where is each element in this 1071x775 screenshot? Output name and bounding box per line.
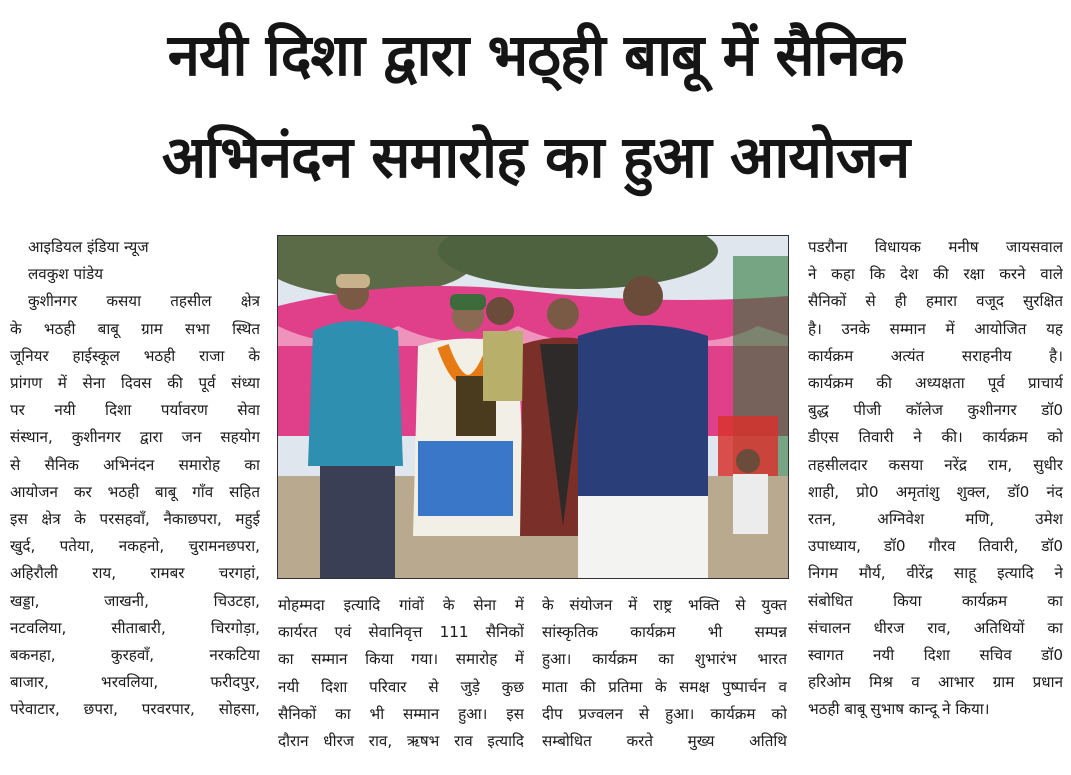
article-line: खुर्द, पतेया, नकहनो, चुरामनछपरा,: [10, 537, 260, 556]
article-line: भठही बाबू सुभाष कान्दू ने किया।: [808, 700, 990, 719]
article-line: ने कहा कि देश की रक्षा करने वाले: [808, 265, 1063, 284]
article-line: खड्डा, जाखनी, चिउटहा,: [10, 591, 260, 610]
byline-reporter: लवकुश पांडेय: [28, 265, 104, 284]
article-line: सम्बोधित करते मुख्य अतिथि: [542, 732, 787, 751]
article-line: रतन, अग्निवेश मणि, उमेश: [808, 510, 1063, 529]
article-line: आयोजन कर भठही बाबू गाँव सहित: [10, 482, 260, 501]
article-line: सैनिकों से ही हमारा वजूद सुरक्षित: [808, 292, 1063, 311]
article-line: संबोधित किया कार्यक्रम का: [808, 591, 1063, 610]
article-line: इस क्षेत्र के परसहवाँ, नैकाछपरा, महुई: [10, 510, 260, 529]
article-line: का सम्मान किया गया। समारोह में: [278, 650, 524, 669]
article-line: कार्यक्रम की अध्यक्षता पूर्व प्राचार्य: [808, 374, 1063, 393]
article-line: बकनहा, कुरहवाँ, नरकटिया: [10, 646, 260, 665]
byline-agency: आइडियल इंडिया न्यूज: [28, 238, 149, 256]
article-line: दीप प्रज्वलन से हुआ। कार्यक्रम को: [542, 704, 787, 723]
article-line: माता की प्रतिमा के समक्ष पुष्पार्चन व: [542, 677, 787, 696]
article-line: तहसीलदार कसया नरेंद्र राम, सुधीर: [808, 455, 1063, 474]
article-column-4: [808, 234, 1063, 724]
article-line: हुआ। कार्यक्रम का शुभारंभ भारत: [542, 650, 787, 669]
article-line: मोहम्मदा इत्यादि गांवों के सेना में: [278, 596, 524, 614]
article-line: संस्थान, कुशीनगर द्वारा जन सहयोग: [10, 428, 260, 447]
article-line: हरिओम मिश्र व आभार ग्राम प्रधान: [808, 673, 1063, 692]
article-line: नटवलिया, सीताबारी, चिरगोड़ा,: [10, 618, 260, 637]
article-line: डीएस तिवारी ने की। कार्यक्रम को: [808, 428, 1063, 447]
article-line: निगम मौर्य, वीरेंद्र साहू इत्यादि ने: [808, 564, 1063, 583]
article-column-1: [10, 234, 260, 724]
article-line: शाही, प्रो0 अमृतांशु शुक्ल, डॉ0 नंद: [808, 482, 1063, 501]
event-photo: [277, 235, 789, 579]
column-1-body: [10, 288, 260, 723]
article-line: कार्यरत एवं सेवानिवृत्त 111 सैनिकों: [278, 623, 524, 642]
column-3-body: [542, 592, 787, 755]
article-line: कार्यक्रम अत्यंत सराहनीय है।: [808, 346, 1063, 365]
article-line: है। उनके सम्मान में आयोजित यह: [808, 319, 1063, 338]
event-photo-illustration: [278, 236, 788, 578]
article-column-2: [278, 592, 524, 755]
article-line: से सैनिक अभिनंदन समारोह का: [10, 455, 260, 474]
article-line: उपाध्याय, डॉ0 गौरव तिवारी, डॉ0: [808, 537, 1063, 556]
column-4-body: [808, 234, 1063, 724]
article-line: दौरान धीरज राव, ऋषभ राव इत्यादि: [278, 732, 524, 751]
article-line: कुशीनगर कसया तहसील क्षेत्र: [28, 292, 260, 311]
article-line: सैनिकों का भी सम्मान हुआ। इस: [278, 704, 524, 723]
article-line: नयी दिशा परिवार से जुड़े कुछ: [278, 677, 524, 696]
headline-line-1: नयी दिशा द्वारा भठ्ही बाबू में सैनिक: [167, 21, 904, 89]
article-line: पर नयी दिशा पर्यावरण सेवा: [10, 401, 260, 420]
article-column-3: [542, 592, 787, 755]
article-line: संचालन धीरज राव, अतिथियों का: [808, 618, 1063, 637]
article-line: बुद्ध पीजी कॉलेज कुशीनगर डॉ0: [808, 401, 1063, 420]
article-line: के भठही बाबू ग्राम सभा स्थित: [10, 319, 260, 338]
article-line: परेवाटार, छपरा, परवरपार, सोहसा,: [10, 700, 260, 719]
article-line: अहिरौली राय, रामबर चरगहां,: [10, 564, 260, 583]
article-line: बाजार, भरवलिया, फरीदपुर,: [10, 673, 260, 692]
column-2-body: [278, 592, 524, 755]
article-line: जूनियर हाईस्कूल भठही राजा के: [10, 346, 260, 365]
headline-line-2: अभिनंदन समारोह का हुआ आयोजन: [161, 123, 910, 191]
article-line: प्रांगण में सेना दिवस की पूर्व संध्या: [10, 374, 260, 393]
article-line: सांस्कृतिक कार्यक्रम भी सम्पन्न: [542, 623, 787, 642]
article-line: पडरौना विधायक मनीष जायसवाल: [808, 238, 1063, 256]
article-line: के संयोजन में राष्ट्र भक्ति से युक्त: [542, 596, 787, 614]
article-line: स्वागत नयी दिशा सचिव डॉ0: [808, 646, 1063, 665]
